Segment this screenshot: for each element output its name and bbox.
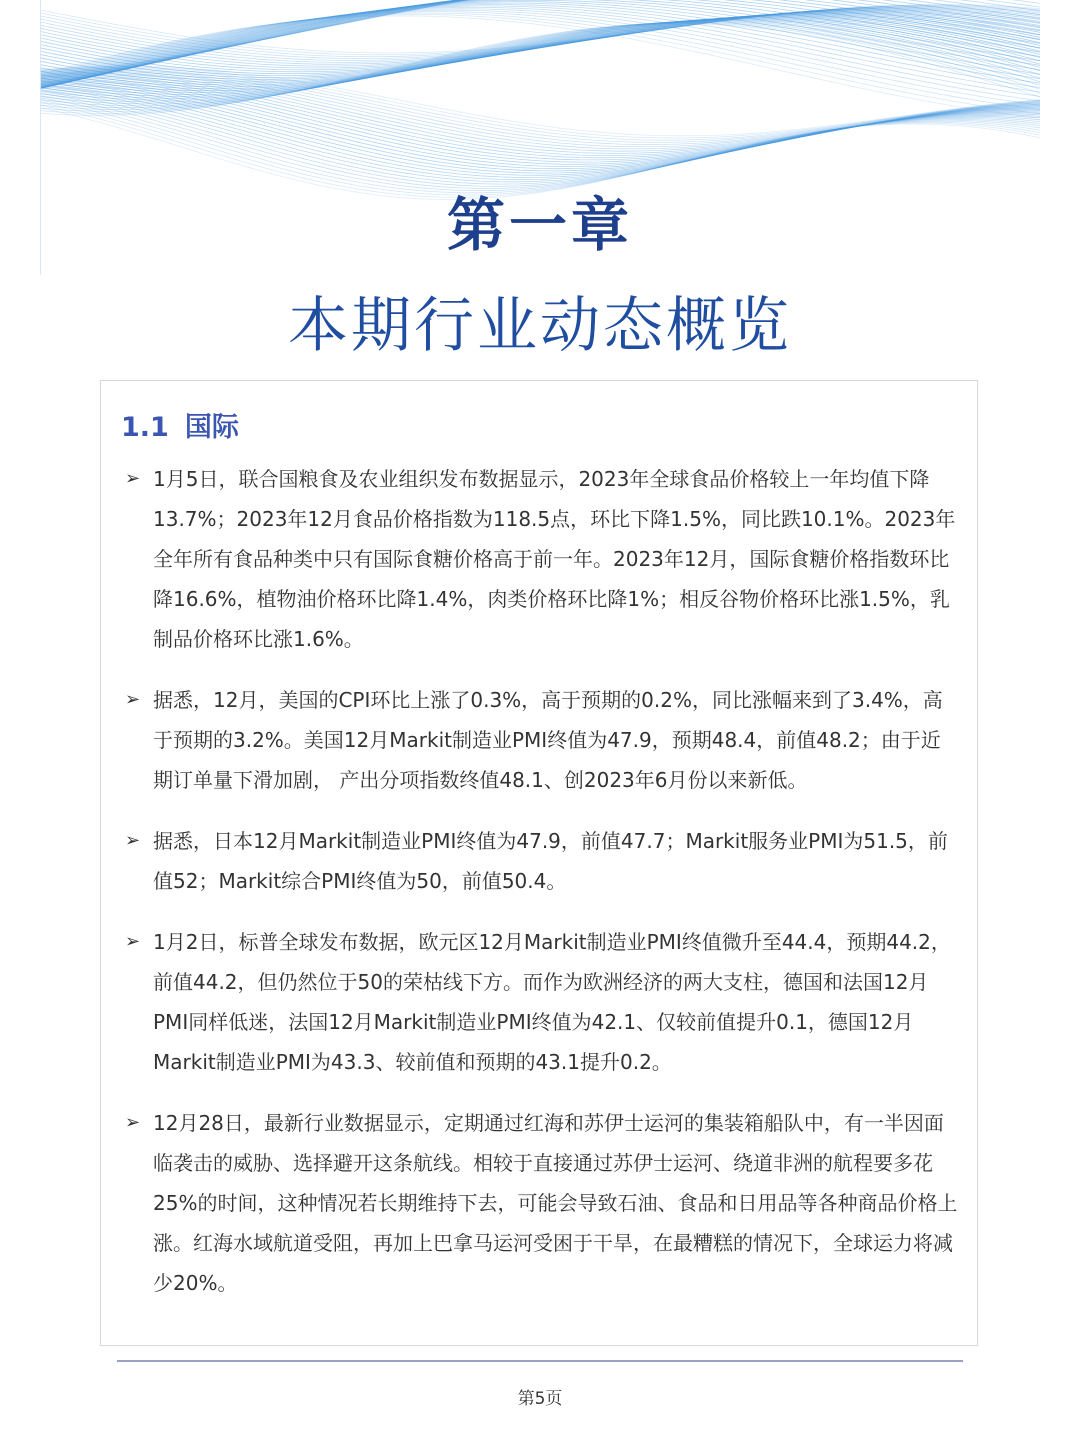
page-number: 第5页: [517, 1389, 563, 1409]
section-title: 国际: [184, 412, 239, 443]
list-item-text: 1月2日，标普全球发布数据，欧元区12月Markit制造业PMI终值微升至44.4，预期44.2，前值44.2，但仍然位于50的荣枯线下方。而作为欧洲经济的两大支柱，德国和法国12月PMI同样低迷，法国12月Markit制造业PMI终值为42.1、仅较前值提升0.1，德国12月Markit制造业PMI为43.3、较前值和预期的43.1提升0.2。: [153, 930, 951, 1074]
list-item-text: 据悉，日本12月Markit制造业PMI终值为47.9，前值47.7；Markit服务业PMI为51.5，前值52；Markit综合PMI终值为50，前值50.4。: [153, 829, 948, 893]
chapter-title: 本期行业动态概览: [288, 291, 792, 361]
wave-line: [40, 72, 1040, 149]
arrow-bullet-icon: ➢: [125, 830, 141, 851]
list-item: [123, 821, 959, 901]
wave-line: [40, 75, 1040, 156]
list-item: [123, 1103, 959, 1303]
arrow-bullet-icon: ➢: [125, 468, 141, 489]
list-item-text: 12月28日，最新行业数据显示，定期通过红海和苏伊士运河的集装箱船队中，有一半因面临袭击的威胁、选择避开这条航线。相较于直接通过苏伊士运河、绕道非洲的航程要多花25%的时间，这种情况若长期维持下去，可能会导致石油、食品和日用品等各种商品价格上涨。红海水域航道受阻，再加上巴拿马运河受困于干旱，在最糟糕的情况下，全球运力将减少20%。: [153, 1111, 958, 1295]
wave-line: [40, 20, 1040, 104]
news-list: [123, 459, 959, 1324]
list-item: [123, 459, 959, 659]
arrow-bullet-icon: ➢: [125, 1112, 141, 1133]
section-number: 1.1: [121, 412, 169, 443]
footer-divider: [117, 1360, 963, 1362]
arrow-bullet-icon: ➢: [125, 689, 141, 710]
list-item-text: 1月5日，联合国粮食及农业组织发布数据显示，2023年全球食品价格较上一年均值下降13.7%；2023年12月食品价格指数为118.5点，环比下降1.5%，同比跌10.1%。2023年全年所有食品种类中只有国际食糖价格高于前一年。2023年12月，国际食糖价格指数环比降16.6%，植物油价格环比降1.4%，肉类价格环比降1%；相反谷物价格环比涨1.5%，乳制品价格环比涨1.6%。: [153, 467, 956, 651]
list-item: [123, 922, 959, 1082]
list-item-text: 据悉，12月，美国的CPI环比上涨了0.3%，高于预期的0.2%，同比涨幅来到了3.4%，高于预期的3.2%。美国12月Markit制造业PMI终值为47.9，预期48.4，前值48.2；由于近期订单量下滑加剧， 产出分项指数终值48.1、创2023年6月份以来新低。: [153, 688, 943, 792]
chapter-number: 第一章: [446, 191, 633, 259]
section-heading: [121, 405, 239, 444]
arrow-bullet-icon: ➢: [125, 931, 141, 952]
wave-line: [40, 14, 1040, 113]
content-box: [100, 380, 978, 1346]
list-item: [123, 680, 959, 800]
wave-line: [40, 12, 1040, 106]
